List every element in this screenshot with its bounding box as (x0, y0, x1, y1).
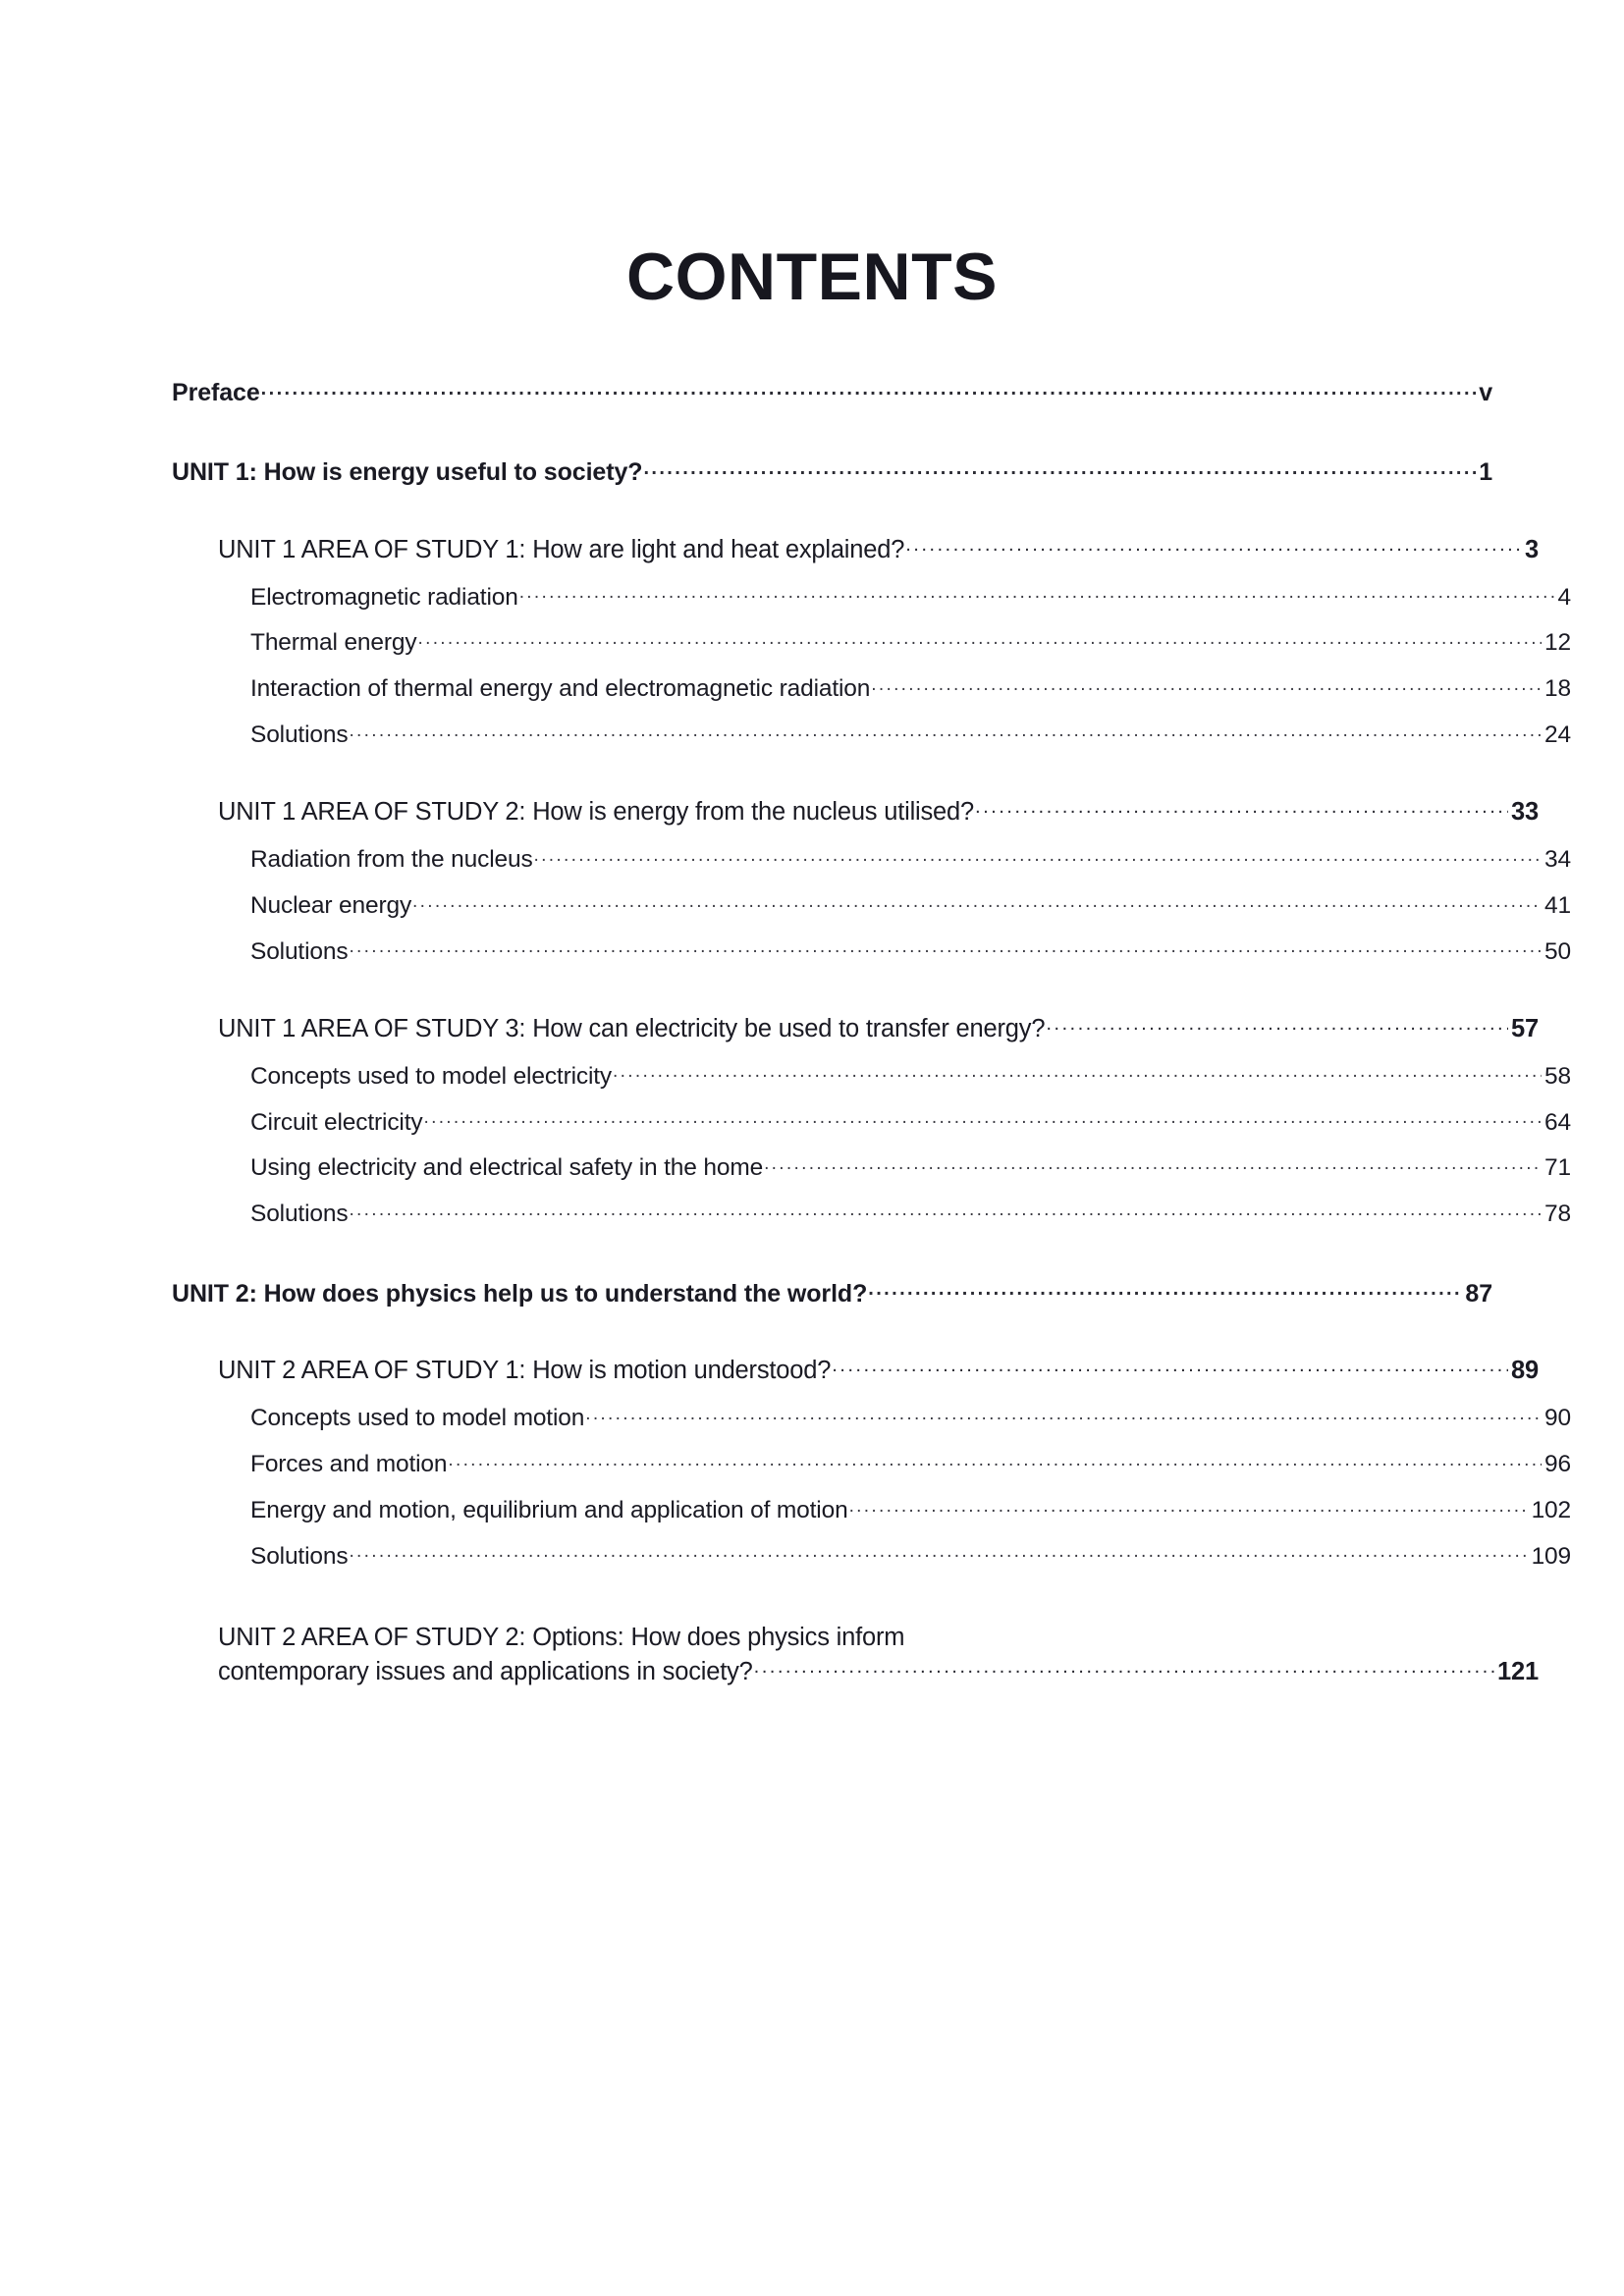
toc-entry-title-line-1: UNIT 2 AREA OF STUDY 2: Options: How does physics inform (218, 1624, 905, 1652)
dot-leader (764, 1151, 1542, 1176)
dot-leader (849, 1493, 1529, 1518)
toc-entry-title: Solutions (250, 1542, 349, 1570)
toc-entry-title: Circuit electricity (250, 1108, 423, 1136)
dot-leader (417, 626, 1542, 651)
toc-page-number: 87 (1465, 1279, 1492, 1308)
toc-page-number: 96 (1544, 1451, 1571, 1478)
toc-page-number: 33 (1511, 797, 1539, 826)
toc-page-number: 109 (1531, 1542, 1571, 1570)
toc-entry-title: Electromagnetic radiation (250, 583, 518, 611)
toc-entry-using-electricity-safety[interactable] (250, 1151, 1571, 1185)
toc-entry-title-line-2: contemporary issues and applications in society? (218, 1658, 753, 1686)
toc-entry-title: Solutions (250, 1201, 349, 1228)
toc-page-number: 12 (1544, 629, 1571, 657)
toc-entry-electromagnetic-radiation[interactable] (250, 580, 1571, 614)
toc-entry-thermal-energy[interactable] (250, 626, 1571, 660)
toc-entry-title: Solutions (250, 721, 349, 749)
toc-entry-title: Preface (172, 379, 260, 406)
toc-entry-radiation-from-nucleus[interactable] (250, 843, 1571, 877)
toc-page-number: 64 (1544, 1108, 1571, 1136)
dot-leader (643, 455, 1476, 480)
toc-entry-title: Energy and motion, equilibrium and application of motion (250, 1496, 848, 1523)
toc-entry-energy-and-motion[interactable] (250, 1493, 1571, 1526)
toc-entry-solutions-4[interactable] (250, 1539, 1571, 1573)
dot-leader (349, 719, 1542, 743)
toc-entry-interaction-thermal-em[interactable] (250, 672, 1571, 706)
toc-entry-solutions-2[interactable] (250, 934, 1571, 968)
toc-page-number: 89 (1511, 1357, 1539, 1385)
toc-entry-title: Nuclear energy (250, 891, 412, 919)
toc-page-number: 4 (1557, 583, 1571, 611)
dot-leader (871, 672, 1542, 697)
toc-entry-unit1-aos2[interactable] (218, 794, 1539, 828)
toc-page-number: 18 (1544, 675, 1571, 703)
dot-leader (412, 888, 1542, 913)
toc-entry-title: Concepts used to model electricity (250, 1062, 613, 1090)
toc-page-number: v (1479, 379, 1492, 406)
toc-entry-title: UNIT 1: How is energy useful to society? (172, 458, 643, 486)
toc-page-number: 41 (1544, 891, 1571, 919)
toc-entry-unit1-aos3[interactable] (218, 1011, 1539, 1045)
toc-entry-concepts-model-electricity[interactable] (250, 1059, 1571, 1093)
toc-entry-solutions-1[interactable] (250, 719, 1571, 752)
toc-page-number: 50 (1544, 937, 1571, 965)
toc-entry-unit1-aos1[interactable] (218, 532, 1539, 566)
toc-entry-title: UNIT 1 AREA OF STUDY 3: How can electricity be used to transfer energy? (218, 1014, 1046, 1042)
toc-entry-title-line-2-row (218, 1655, 1539, 1689)
dot-leader (448, 1448, 1542, 1472)
toc-page-number: 121 (1497, 1658, 1539, 1686)
toc-entry-title: UNIT 1 AREA OF STUDY 2: How is energy from the nucleus utilised? (218, 797, 974, 826)
dot-leader (423, 1105, 1542, 1130)
toc-entry-nuclear-energy[interactable] (250, 888, 1571, 922)
toc-entry-title: Using electricity and electrical safety in the home (250, 1154, 764, 1182)
toc-page-number: 90 (1544, 1405, 1571, 1432)
toc-entry-title: UNIT 1 AREA OF STUDY 1: How are light and heat explained? (218, 535, 905, 563)
toc-entry-unit2-aos1[interactable] (218, 1354, 1539, 1388)
toc-entry-circuit-electricity[interactable] (250, 1105, 1571, 1139)
toc-entry-title: Thermal energy (250, 629, 417, 657)
page-title: CONTENTS (626, 240, 998, 314)
toc-entry-forces-and-motion[interactable] (250, 1448, 1571, 1481)
toc-entry-title: Forces and motion (250, 1451, 448, 1478)
dot-leader (905, 532, 1522, 558)
dot-leader (349, 934, 1542, 959)
toc-page-number: 102 (1531, 1496, 1571, 1523)
toc-entry-title: Concepts used to model motion (250, 1405, 585, 1432)
toc-entry-title: UNIT 2 AREA OF STUDY 1: How is motion understood? (218, 1357, 832, 1385)
toc-entry-preface[interactable] (172, 376, 1492, 409)
toc-entry-title: Radiation from the nucleus (250, 846, 533, 874)
dot-leader (585, 1402, 1542, 1426)
dot-leader (349, 1539, 1528, 1564)
dot-leader (1046, 1011, 1508, 1037)
toc-entry-title: Interaction of thermal energy and electromagnetic radiation (250, 675, 871, 703)
toc-page-number: 1 (1479, 458, 1492, 486)
toc-entry-concepts-model-motion[interactable] (250, 1402, 1571, 1435)
dot-leader (613, 1059, 1542, 1084)
toc-page-number: 24 (1544, 721, 1571, 749)
table-of-contents (172, 376, 1571, 1689)
toc-page-number: 58 (1544, 1062, 1571, 1090)
dot-leader (754, 1655, 1494, 1681)
toc-entry-title: UNIT 2: How does physics help us to understand the world? (172, 1279, 868, 1308)
toc-page-number: 3 (1525, 535, 1539, 563)
toc-entry-unit-1[interactable] (172, 455, 1492, 489)
toc-page-number: 71 (1544, 1154, 1571, 1182)
toc-page-number: 57 (1511, 1014, 1539, 1042)
dot-leader (519, 580, 1555, 605)
dot-leader (534, 843, 1543, 868)
toc-entry-title: Solutions (250, 937, 349, 965)
dot-leader (349, 1198, 1542, 1222)
toc-entry-unit2-aos2[interactable] (218, 1622, 1539, 1689)
toc-entry-unit-2[interactable] (172, 1277, 1492, 1310)
dot-leader (975, 794, 1508, 820)
toc-entry-solutions-3[interactable] (250, 1198, 1571, 1231)
toc-page-number: 34 (1544, 846, 1571, 874)
toc-page-number: 78 (1544, 1201, 1571, 1228)
dot-leader (261, 376, 1477, 400)
dot-leader (868, 1277, 1462, 1302)
dot-leader (832, 1354, 1508, 1379)
